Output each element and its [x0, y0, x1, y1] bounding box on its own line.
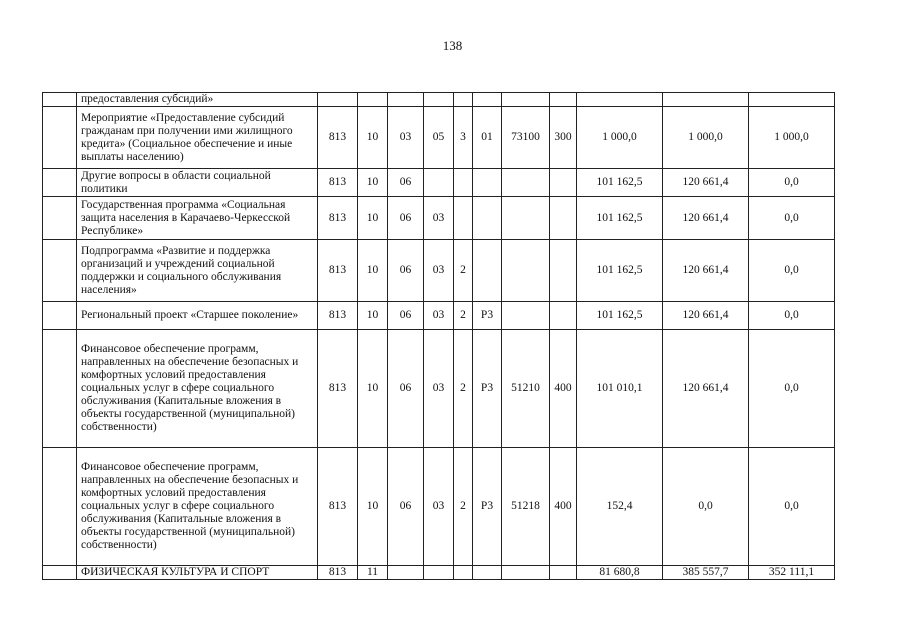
sum-year-2-cell: 120 661,4: [663, 169, 749, 197]
subprogram-code-cell: 2: [454, 330, 473, 448]
section-code-cell: 10: [358, 448, 388, 566]
target-code-cell: 73100: [502, 107, 550, 169]
project-code-cell: [473, 566, 502, 580]
section-code-cell: 10: [358, 240, 388, 302]
target-code-cell: [502, 302, 550, 330]
project-code-cell: [473, 197, 502, 240]
sum-year-3-cell: [749, 93, 835, 107]
sum-year-3-cell: 0,0: [749, 330, 835, 448]
table-row: [43, 197, 835, 240]
sum-year-2-cell: 1 000,0: [663, 107, 749, 169]
subprogram-code-cell: [454, 197, 473, 240]
item-name-cell: предоставления субсидий»: [77, 93, 318, 107]
subsection-code-cell: 03: [388, 107, 424, 169]
table-row: [43, 240, 835, 302]
table-row: [43, 566, 835, 580]
project-code-cell: [473, 240, 502, 302]
section-code-cell: 10: [358, 330, 388, 448]
item-name-cell: Подпрограмма «Развитие и поддержка организаций и учреждений социальной поддержки и социального обслуживания населения»: [77, 240, 318, 302]
subprogram-code-cell: [454, 566, 473, 580]
target-code-cell: 51210: [502, 330, 550, 448]
sum-year-2-cell: 120 661,4: [663, 330, 749, 448]
sum-year-2-cell: [663, 93, 749, 107]
subprogram-code-cell: 3: [454, 107, 473, 169]
project-code-cell: [473, 169, 502, 197]
expense-type-cell: [550, 197, 577, 240]
budget-table-body: [43, 93, 835, 580]
subsection-code-cell: 06: [388, 169, 424, 197]
project-code-cell: Р3: [473, 448, 502, 566]
blank-cell: [43, 93, 77, 107]
sum-year-2-cell: 385 557,7: [663, 566, 749, 580]
subsection-code-cell: 06: [388, 448, 424, 566]
item-name-cell: Финансовое обеспечение программ, направленных на обеспечение безопасных и комфортных условий предоставления социальных услуг в сфере социального обслуживания (Капитальные вложения в объекты государственной (муниципальной) собственности): [77, 448, 318, 566]
table-row: [43, 302, 835, 330]
project-code-cell: 01: [473, 107, 502, 169]
ministry-code-cell: 813: [318, 169, 358, 197]
page-number: 138: [442, 38, 463, 53]
ministry-code-cell: 813: [318, 330, 358, 448]
sum-year-2-cell: 120 661,4: [663, 197, 749, 240]
expense-type-cell: [550, 566, 577, 580]
sum-year-1-cell: 1 000,0: [577, 107, 663, 169]
expense-type-cell: [550, 302, 577, 330]
sum-year-3-cell: 0,0: [749, 240, 835, 302]
expense-type-cell: [550, 169, 577, 197]
ministry-code-cell: [318, 93, 358, 107]
subsection-code-cell: 06: [388, 302, 424, 330]
section-code-cell: 11: [358, 566, 388, 580]
project-code-cell: [473, 93, 502, 107]
sum-year-1-cell: 101 162,5: [577, 240, 663, 302]
program-code-cell: 03: [424, 302, 454, 330]
blank-cell: [43, 448, 77, 566]
sum-year-3-cell: 0,0: [749, 448, 835, 566]
target-code-cell: [502, 566, 550, 580]
table-row: [43, 107, 835, 169]
section-code-cell: 10: [358, 107, 388, 169]
table-row: [43, 330, 835, 448]
item-name-cell: Финансовое обеспечение программ, направленных на обеспечение безопасных и комфортных условий предоставления социальных услуг в сфере социального обслуживания (Капитальные вложения в объекты государственной (муниципальной) собственности): [77, 330, 318, 448]
subprogram-code-cell: [454, 169, 473, 197]
ministry-code-cell: 813: [318, 197, 358, 240]
sum-year-2-cell: 0,0: [663, 448, 749, 566]
program-code-cell: 03: [424, 448, 454, 566]
project-code-cell: Р3: [473, 330, 502, 448]
subprogram-code-cell: 2: [454, 302, 473, 330]
sum-year-1-cell: 101 162,5: [577, 302, 663, 330]
sum-year-1-cell: 81 680,8: [577, 566, 663, 580]
table-row: [43, 169, 835, 197]
subprogram-code-cell: 2: [454, 240, 473, 302]
ministry-code-cell: 813: [318, 448, 358, 566]
program-code-cell: [424, 169, 454, 197]
target-code-cell: [502, 169, 550, 197]
subsection-code-cell: 06: [388, 197, 424, 240]
table-row: [43, 448, 835, 566]
expense-type-cell: [550, 93, 577, 107]
sum-year-3-cell: 0,0: [749, 302, 835, 330]
subprogram-code-cell: 2: [454, 448, 473, 566]
program-code-cell: 03: [424, 197, 454, 240]
sum-year-1-cell: [577, 93, 663, 107]
expense-type-cell: 400: [550, 330, 577, 448]
blank-cell: [43, 302, 77, 330]
subsection-code-cell: 06: [388, 240, 424, 302]
item-name-cell: ФИЗИЧЕСКАЯ КУЛЬТУРА И СПОРТ: [77, 566, 318, 580]
subsection-code-cell: 06: [388, 330, 424, 448]
blank-cell: [43, 566, 77, 580]
sum-year-1-cell: 152,4: [577, 448, 663, 566]
ministry-code-cell: 813: [318, 302, 358, 330]
sum-year-3-cell: 352 111,1: [749, 566, 835, 580]
sum-year-2-cell: 120 661,4: [663, 302, 749, 330]
section-code-cell: [358, 93, 388, 107]
section-code-cell: 10: [358, 169, 388, 197]
target-code-cell: [502, 197, 550, 240]
blank-cell: [43, 169, 77, 197]
target-code-cell: [502, 93, 550, 107]
subsection-code-cell: [388, 93, 424, 107]
ministry-code-cell: 813: [318, 566, 358, 580]
item-name-cell: Мероприятие «Предоставление субсидий гражданам при получении ими жилищного кредита» (Социальное обеспечение и иные выплаты населению): [77, 107, 318, 169]
blank-cell: [43, 240, 77, 302]
section-code-cell: 10: [358, 197, 388, 240]
item-name-cell: Государственная программа «Социальная защита населения в Карачаево-Черкесской Республике»: [77, 197, 318, 240]
sum-year-1-cell: 101 010,1: [577, 330, 663, 448]
target-code-cell: [502, 240, 550, 302]
blank-cell: [43, 330, 77, 448]
blank-cell: [43, 197, 77, 240]
program-code-cell: 05: [424, 107, 454, 169]
project-code-cell: Р3: [473, 302, 502, 330]
program-code-cell: [424, 93, 454, 107]
item-name-cell: Другие вопросы в области социальной политики: [77, 169, 318, 197]
section-code-cell: 10: [358, 302, 388, 330]
expense-type-cell: 300: [550, 107, 577, 169]
budget-table: [42, 92, 835, 580]
subprogram-code-cell: [454, 93, 473, 107]
target-code-cell: 51218: [502, 448, 550, 566]
blank-cell: [43, 107, 77, 169]
subsection-code-cell: [388, 566, 424, 580]
sum-year-3-cell: 0,0: [749, 197, 835, 240]
ministry-code-cell: 813: [318, 107, 358, 169]
sum-year-1-cell: 101 162,5: [577, 197, 663, 240]
program-code-cell: [424, 566, 454, 580]
expense-type-cell: [550, 240, 577, 302]
program-code-cell: 03: [424, 240, 454, 302]
sum-year-3-cell: 1 000,0: [749, 107, 835, 169]
ministry-code-cell: 813: [318, 240, 358, 302]
sum-year-2-cell: 120 661,4: [663, 240, 749, 302]
expense-type-cell: 400: [550, 448, 577, 566]
program-code-cell: 03: [424, 330, 454, 448]
item-name-cell: Региональный проект «Старшее поколение»: [77, 302, 318, 330]
table-row: [43, 93, 835, 107]
sum-year-1-cell: 101 162,5: [577, 169, 663, 197]
sum-year-3-cell: 0,0: [749, 169, 835, 197]
